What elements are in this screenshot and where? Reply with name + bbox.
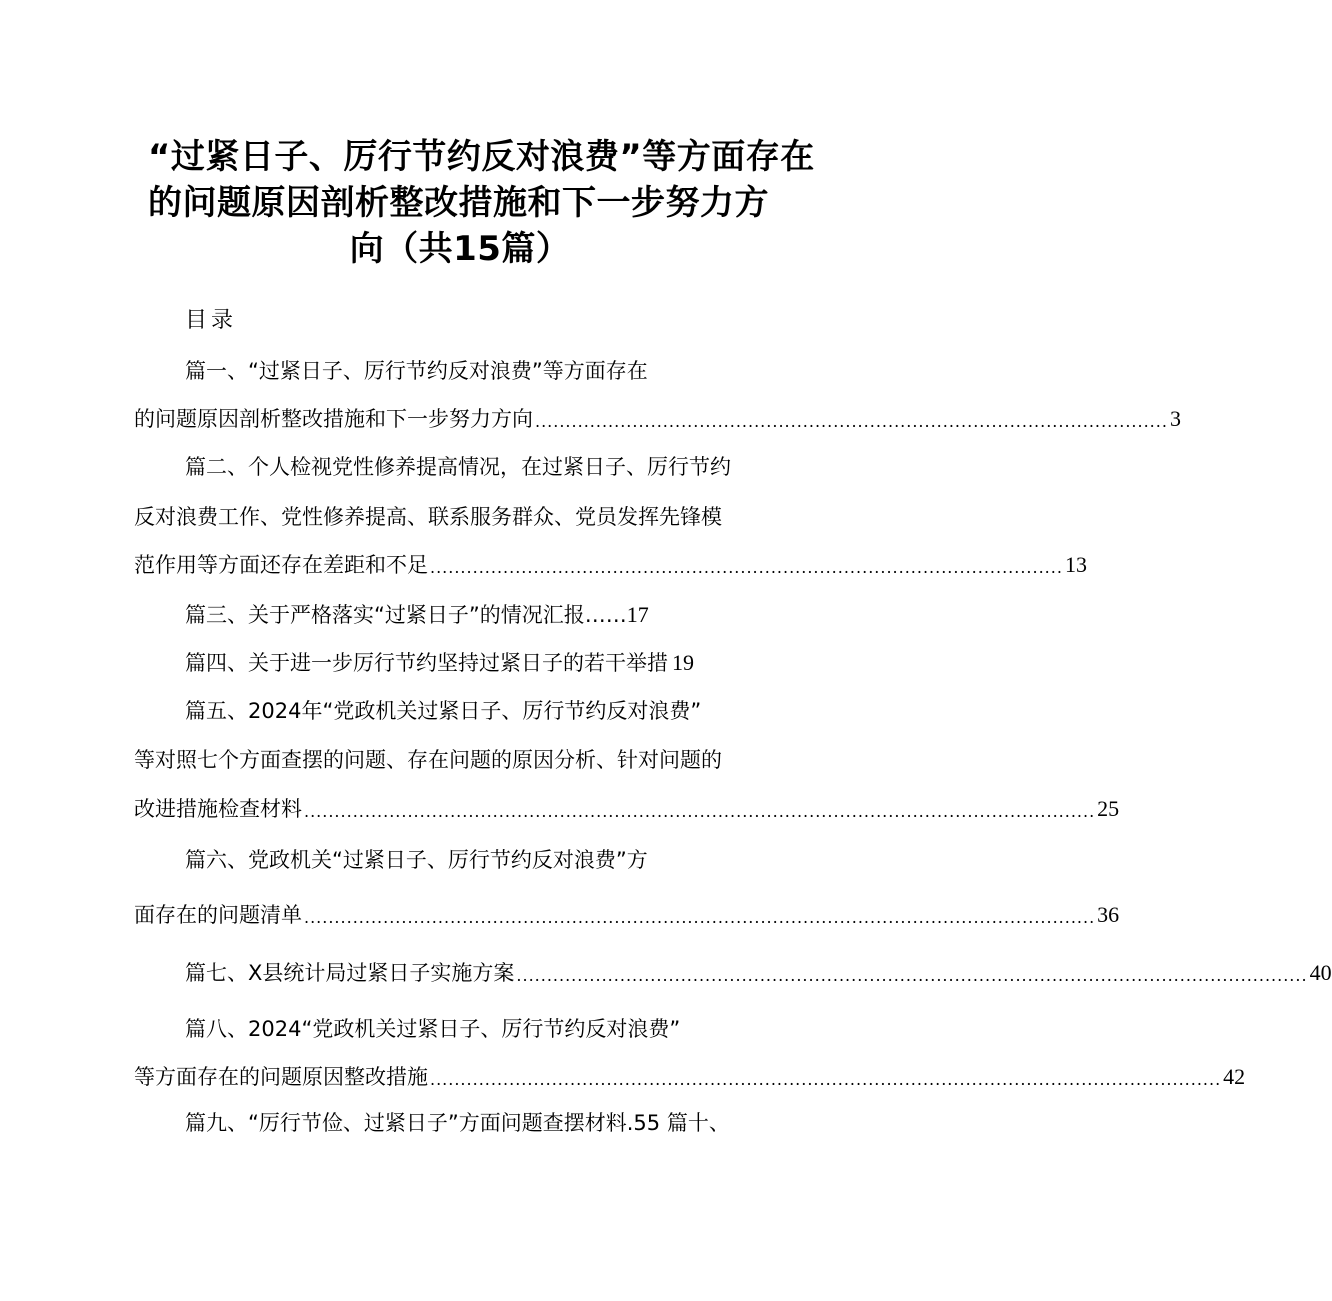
toc-entry-7-line-1[interactable] bbox=[185, 958, 1332, 988]
toc-leader-dots: .................................................................................................................................. bbox=[304, 802, 1096, 821]
toc-entry-8-page: 42 bbox=[1223, 1064, 1246, 1089]
toc-entry-2-line-2: 反对浪费工作、党性修养提高、联系服务群众、党员发挥先锋模 bbox=[134, 505, 722, 529]
title-line-2: 的问题原因剖析整改措施和下一步努力方 bbox=[148, 183, 769, 223]
toc-entry-8-text: 等方面存在的问题原因整改措施 bbox=[134, 1065, 428, 1089]
toc-entry-2-text: 范作用等方面还存在差距和不足 bbox=[134, 553, 428, 577]
toc-leader-dots: ........................................................................................................ bbox=[535, 412, 1168, 431]
toc-entry-3-page: 17 bbox=[626, 602, 649, 627]
toc-entry-5-line-2: 等对照七个方面查摆的问题、存在问题的原因分析、针对问题的 bbox=[134, 748, 722, 772]
toc-entry-2-page: 13 bbox=[1064, 552, 1087, 577]
document-title bbox=[0, 134, 920, 272]
toc-heading: 目录 bbox=[185, 308, 238, 333]
toc-entry-9-line-1[interactable]: 篇九、“厉行节俭、过紧日子”方面问题查摆材料.55 篇十、 bbox=[185, 1111, 730, 1135]
toc-entry-4-text: 篇四、关于进一步厉行节约坚持过紧日子的若干举措 bbox=[185, 651, 668, 675]
toc-entry-5-line-1: 篇五、2024年“党政机关过紧日子、厉行节约反对浪费” bbox=[185, 699, 702, 723]
toc-entry-1-text: 的问题原因剖析整改措施和下一步努力方向 bbox=[134, 407, 533, 431]
toc-entry-4-line-1[interactable] bbox=[185, 648, 694, 678]
toc-entry-8-line-1: 篇八、2024“党政机关过紧日子、厉行节约反对浪费” bbox=[185, 1017, 681, 1041]
toc-entry-8-line-2[interactable] bbox=[134, 1062, 1246, 1092]
toc-leader-dots: ........................................................................................................ bbox=[430, 558, 1063, 577]
toc-entry-5-line-3[interactable] bbox=[134, 794, 1120, 824]
toc-entry-1-page: 3 bbox=[1169, 406, 1181, 431]
toc-entry-3-text: 篇三、关于严格落实“过紧日子”的情况汇报 bbox=[185, 603, 585, 627]
toc-entry-6-line-2[interactable] bbox=[134, 900, 1120, 930]
title-line-1: “过紧日子、厉行节约反对浪费”等方面存在 bbox=[148, 137, 815, 177]
toc-leader-dots: .................................................................................................................................. bbox=[304, 908, 1096, 927]
toc-entry-6-page: 36 bbox=[1097, 902, 1120, 927]
toc-leader-dots: .................................................................................................................................. bbox=[516, 966, 1308, 985]
title-line-3: 向（共15篇） bbox=[349, 229, 571, 269]
toc-entry-5-page: 25 bbox=[1097, 796, 1120, 821]
toc-entry-1-line-2[interactable] bbox=[134, 404, 1181, 434]
toc-entry-1-line-1: 篇一、“过紧日子、厉行节约反对浪费”等方面存在 bbox=[185, 359, 648, 383]
toc-entry-4-page: 19 bbox=[672, 650, 694, 675]
toc-entry-7-text: 篇七、X县统计局过紧日子实施方案 bbox=[185, 961, 515, 985]
toc-entry-6-text: 面存在的问题清单 bbox=[134, 903, 302, 927]
toc-entry-5-text: 改进措施检查材料 bbox=[134, 797, 302, 821]
toc-entry-7-page: 40 bbox=[1309, 960, 1332, 985]
toc-entry-2-line-3[interactable] bbox=[134, 550, 1087, 580]
toc-entry-2-line-1: 篇二、个人检视党性修养提高情况，在过紧日子、厉行节约 bbox=[185, 455, 731, 479]
toc-entry-6-line-1: 篇六、党政机关“过紧日子、厉行节约反对浪费”方 bbox=[185, 848, 648, 872]
toc-leader-dots: .................................................................................................................................. bbox=[430, 1070, 1222, 1089]
toc-entry-3-dots: …… bbox=[584, 603, 627, 627]
toc-entry-3-line-1[interactable] bbox=[185, 600, 649, 630]
